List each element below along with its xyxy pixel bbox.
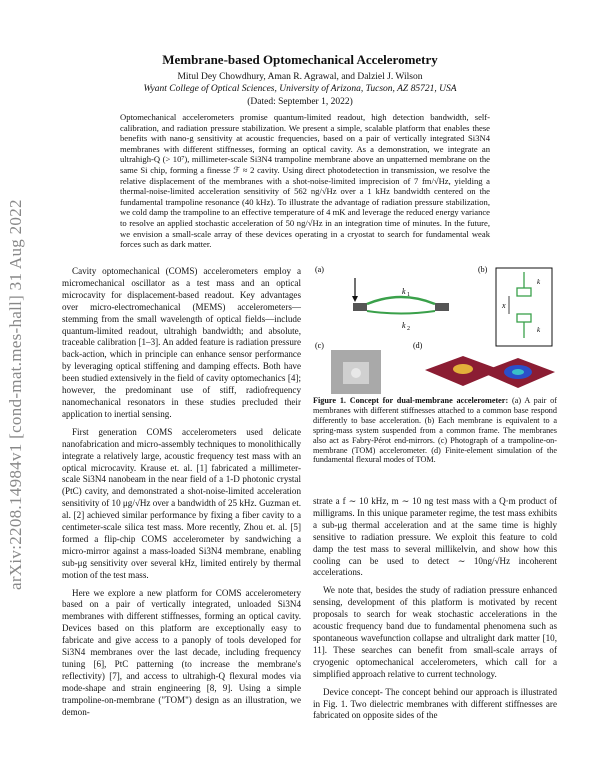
mass-top bbox=[517, 288, 531, 296]
author-list: Mitul Dey Chowdhury, Aman R. Agrawal, and Dalziel J. Wilson bbox=[177, 72, 423, 82]
date-line: (Dated: September 1, 2022) bbox=[247, 97, 353, 107]
k2-subscript: 2 bbox=[407, 326, 410, 332]
fem-mode-1-center bbox=[453, 364, 473, 374]
panel-label-b: (b) bbox=[478, 265, 488, 274]
panel-label-d: (d) bbox=[413, 341, 423, 350]
paragraph: Here we explore a new platform for COMS accelerometery based on a pair of vertically integrated, unloaded Si3N4 membranes with different stiffnesses, forming an optical cavity. Devices based on this platform are exceptionally easy to fabricate and give access to a panoply of tools developed for Si3N4 membranes over the last decade, including frequency tuning [6], PtC patterning (to increase the membrane's reflectivity) [7], and access to ultrahigh-Q flexural modes via mode-shape and strain engineering [8, 9]. Using a simple trampoline-on-membrane ("TOM") design as an illustration, we demon- bbox=[62, 587, 301, 717]
caption-title: Figure 1. Concept for dual-membrane accelerometer: bbox=[313, 396, 509, 405]
k2-label-b: k bbox=[537, 326, 541, 334]
panel-label-c: (c) bbox=[315, 341, 324, 350]
affiliation: Wyant College of Optical Sciences, University of Arizona, Tucson, AZ 85721, USA bbox=[143, 84, 457, 94]
k1-label-b: k bbox=[537, 278, 541, 286]
chip-right bbox=[435, 303, 449, 311]
x-label: x bbox=[502, 301, 506, 310]
membrane-top bbox=[367, 297, 435, 304]
figure-1 bbox=[313, 262, 557, 402]
paragraph: We note that, besides the study of radiation pressure enhanced sensing, development of this platform is motivated by recent proposals to search for weak stochastic accelerations in the acoustic frequency band due to fundamental phenomena such as spontaneous wavefunction collapse and ultralight dark matter [10, 11]. These searches can benefit from small-scale arrays of cryogenic optomechanical accelerometers, which call for a simplified approach relative to current technology. bbox=[313, 585, 557, 679]
k2-label: k bbox=[402, 321, 406, 330]
paragraph: First generation COMS accelerometers used delicate nanofabrication and micro-assembly techniques to monolithically integrate a relatively large, acoustic frequency test mass with an optical microcavity. Krause et. al. [1] fabricated a millimeter-scale Si3N4 nanobeam in the near field of a 1-D photonic crystal (PtC) cavity, and demonstrated a shot-noise-limited acceleration sensitivity of 10 μg/√Hz over a bandwidth of 25 kHz. Guzman et. al. [2] achieved similar performance by fixing a fiber cavity to a centimeter-scale silica test mass. More recently, Zhou et. al. [5] formed a flip-chip COMS accelerometer by sandwiching a micro-mirror against a mass-loaded Si3N4 membrane, enabling sub-μg sensitivity over several kHz, limited entirely by thermal motion of the test mass. bbox=[62, 426, 301, 580]
paragraph: Device concept- The concept behind our approach is illustrated in Fig. 1. Two dielectric membranes with different stiffnesses are fabricated on opposite sides of the bbox=[313, 686, 557, 721]
paper-title: Membrane-based Optomechanical Accelerometry bbox=[162, 52, 438, 67]
figure-1-graphic bbox=[313, 262, 557, 398]
panel-label-a: (a) bbox=[315, 265, 324, 274]
left-column bbox=[62, 266, 301, 725]
mass-bottom bbox=[517, 314, 531, 322]
membrane-bottom bbox=[367, 311, 435, 314]
k1-label: k bbox=[402, 287, 406, 296]
chip-left bbox=[353, 303, 367, 311]
figure-caption bbox=[313, 396, 557, 465]
right-column bbox=[313, 496, 557, 728]
k1-subscript: 1 bbox=[407, 292, 410, 298]
paragraph: Cavity optomechanical (COMS) accelerometers employ a micromechanical oscillator as a test mass and an optical microcavity for displacement-based readout. Key advantages over micro-electromechanical (MEMS) accelerometers—stemming from the small wavelength of optical fields—include quantum-limited readout, ultrahigh bandwidth; and absolute, traceable calibration [1–3]. An added feature is radiation pressure back-action, which in principle can enhance sensor performance by leveraging optical stiffening and damping effects. Both have been studied extensively in the field of cavity optomechanics [4]; however, the predominant use of stiff, radiofrequency nanomechanical resonators in these studies precluded their application to inertial sensing. bbox=[62, 266, 301, 419]
arrow-head-icon bbox=[352, 296, 358, 302]
caption-body: (a) A pair of membranes with different stiffnesses attached to a common base respond differently to base acceleration. (b) Each membrane is equivalent to a spring-mass system suspended from a common frame. The membranes also act as Fabry-Pérot end-mirrors. (c) Photograph of a trampoline-on-membrane (TOM) accelerometer. (d) Finite-element simulation of the fundamental flexural modes of TOM. bbox=[313, 396, 557, 465]
trampoline-pad bbox=[351, 368, 361, 378]
fem-mode-2-core bbox=[512, 369, 524, 375]
abstract: Optomechanical accelerometers promise quantum-limited readout, high detection bandwidth, self-calibration, and radiation pressure stabilization. We present a simple, scalable platform that enables these benefits with nano-g sensitivity at acoustic frequencies, based on a pair of vertically integrated Si3N4 membranes with different stiffnesses, forming an optical cavity. As a demonstration, we integrate an ultrahigh-Q (> 10⁷), millimeter-scale Si3N4 trampoline membrane above an unpatterned membrane on the same Si chip, forming a finesse ℱ ≈ 2 cavity. Using direct photodetection in transmission, we resolve the relative displacement of the membranes with a shot-noise-limited imprecision of 7 fm/√Hz, yielding a thermal-noise-limited acceleration sensitivity of 562 ng/√Hz over a 1 kHz bandwidth centered on the fundamental trampoline resonance (40 kHz). To illustrate the advantage of radiation pressure stabilization, we cold damp the trampoline to an effective temperature of 4 mK and leverage the reduced energy variance to resolve an applied stochastic acceleration of 50 ng/√Hz in an integration time of minutes. In the future, we envision a small-scale array of these devices operating in a cryostat to search for fundamental weak forces such as dark matter. bbox=[120, 112, 490, 250]
paragraph: strate a f ∼ 10 kHz, m ∼ 10 ng test mass with a Q·m product of milligrams. In this unique parameter regime, the test mass exhibits a sub-μg thermal acceleration and at the same time is highly sensitive to radiation pressure. We exploit this feature to cold damp the test mass to several millikelvin, and show how this cooling can be used to detect ∼ 10ng/√Hz incoherent accelerations. bbox=[313, 496, 557, 578]
arxiv-identifier: arXiv:2208.14984v1 [cond-mat.mes-hall] 31 Aug 2022 bbox=[6, 199, 25, 590]
